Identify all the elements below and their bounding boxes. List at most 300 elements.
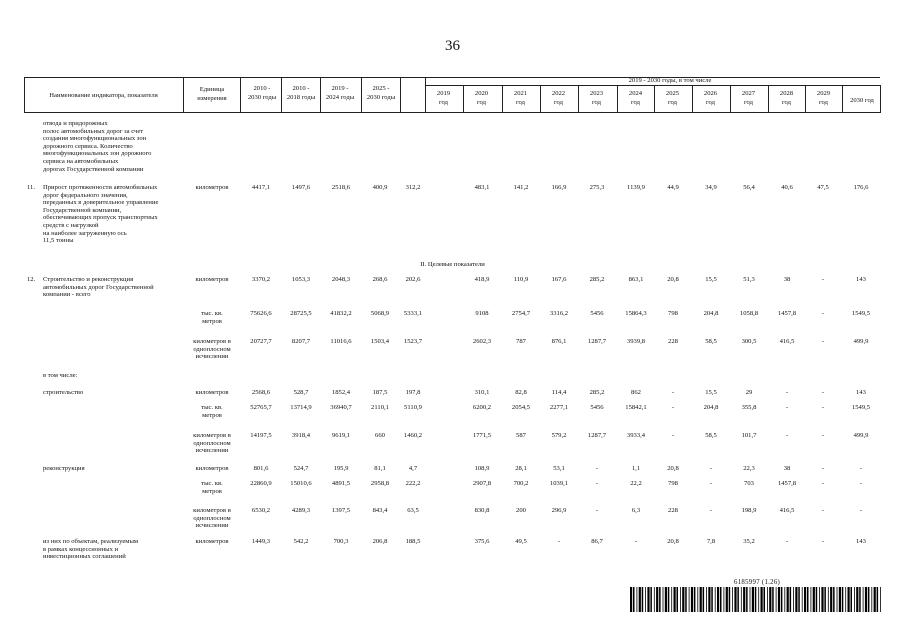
- value-cell: 53,1: [553, 465, 565, 472]
- header-year-col: [540, 89, 577, 107]
- value-cell: 28725,5: [290, 310, 312, 317]
- header-column-divider: [400, 77, 401, 113]
- header-year-line: 2029: [816, 90, 831, 97]
- barcode-bar: [633, 587, 635, 612]
- header-year-col: [578, 89, 615, 107]
- value-cell: 275,3: [589, 184, 605, 191]
- value-cell: -: [785, 389, 789, 396]
- value-cell: 4891,5: [331, 480, 351, 487]
- value-cell: 876,1: [551, 338, 567, 345]
- value-cell: 2958,8: [370, 480, 390, 487]
- unit-of-measure: километров: [195, 465, 229, 472]
- header-year-col: [425, 89, 462, 107]
- value-cell: 310,1: [474, 389, 490, 396]
- value-cell: 15010,6: [290, 480, 312, 487]
- value-cell: -: [785, 404, 789, 411]
- barcode-bar: [639, 587, 641, 612]
- value-cell: 2568,6: [251, 389, 271, 396]
- barcode-bar: [703, 587, 705, 612]
- header-year-col: [805, 89, 842, 107]
- barcode-bar: [859, 587, 861, 612]
- value-cell: 8207,7: [291, 338, 311, 345]
- barcode-bar: [734, 587, 736, 612]
- value-cell: 3370,2: [251, 276, 271, 283]
- header-year-line: год: [743, 99, 753, 106]
- value-cell: 28,1: [515, 465, 527, 472]
- row-number: 12.: [27, 276, 36, 283]
- value-cell: 38: [783, 465, 791, 472]
- value-cell: 2277,1: [549, 404, 569, 411]
- indicator-name: Прирост протяженности автомобильных дорог федерального значения, переданных в доверительное управление Государственной компании, обеспечивающих пропуск транспортных средств с нагрузкой на наиболее загруженную ось 11,5 тонны: [43, 184, 159, 245]
- value-cell: 143: [856, 389, 866, 396]
- value-cell: 355,8: [741, 404, 757, 411]
- value-cell: 1,1: [631, 465, 641, 472]
- value-cell: 843,4: [372, 507, 388, 514]
- barcode-bar: [778, 587, 780, 612]
- barcode-bar: [682, 587, 684, 612]
- value-cell: 200: [516, 507, 526, 514]
- value-cell: 1053,3: [291, 276, 311, 283]
- barcode-bar: [874, 587, 876, 612]
- value-cell: 22,3: [743, 465, 755, 472]
- header-year-line: год: [781, 99, 791, 106]
- barcode-bar: [856, 587, 858, 612]
- header-period-line: 2024 годы: [325, 94, 355, 101]
- value-cell: 198,9: [741, 507, 757, 514]
- value-cell: 499,9: [853, 338, 869, 345]
- value-cell: -: [821, 276, 825, 283]
- value-cell: 524,7: [293, 465, 309, 472]
- barcode-bar: [729, 587, 731, 612]
- value-cell: 1460,2: [403, 432, 423, 439]
- barcode-bar: [781, 587, 783, 612]
- barcode-bar: [694, 587, 696, 612]
- barcode-bar: [654, 587, 655, 612]
- value-cell: 1449,3: [251, 538, 271, 545]
- value-cell: 2054,5: [511, 404, 531, 411]
- value-cell: 166,9: [551, 184, 567, 191]
- barcode-bar: [700, 587, 702, 612]
- value-cell: 29: [745, 389, 753, 396]
- barcode-bar: [741, 587, 742, 612]
- value-cell: 202,6: [405, 276, 421, 283]
- barcode-bar: [637, 587, 638, 612]
- value-cell: 5456: [590, 310, 604, 317]
- barcode-bar: [839, 587, 841, 612]
- value-cell: 1549,5: [851, 310, 871, 317]
- barcode-bar: [793, 587, 794, 612]
- barcode-bar: [790, 587, 792, 612]
- header-period-line: 2025 -: [372, 85, 390, 92]
- value-cell: -: [785, 538, 789, 545]
- value-cell: 187,5: [372, 389, 388, 396]
- indicator-name: Строительство и реконструкция автомобильных дорог Государственной компании - всего: [43, 276, 154, 299]
- value-cell: -: [821, 538, 825, 545]
- value-cell: 15864,3: [625, 310, 647, 317]
- barcode-bar: [650, 587, 652, 612]
- barcode-bar: [807, 587, 809, 612]
- header-year-line: год: [591, 99, 601, 106]
- value-cell: 787: [516, 338, 526, 345]
- value-cell: 34,9: [705, 184, 717, 191]
- value-cell: 1497,6: [291, 184, 311, 191]
- barcode-bar: [685, 587, 687, 612]
- header-year-line: год: [438, 99, 448, 106]
- barcode-bar: [656, 587, 658, 612]
- value-cell: 268,6: [372, 276, 388, 283]
- value-cell: 862: [631, 389, 641, 396]
- unit-of-measure: километров: [195, 276, 229, 283]
- barcode-bar: [842, 587, 844, 612]
- barcode-bar: [708, 587, 710, 612]
- header-period-line: 2019 -: [331, 85, 349, 92]
- barcode-bar: [821, 587, 823, 612]
- header-name-col: Наименование индикатора, показателя: [49, 92, 158, 99]
- value-cell: -: [785, 432, 789, 439]
- value-cell: 22860,9: [250, 480, 272, 487]
- barcode-bar: [642, 587, 644, 612]
- header-year-col: [692, 89, 729, 107]
- value-cell: 75626,6: [250, 310, 272, 317]
- value-cell: 1039,1: [549, 480, 569, 487]
- header-period-line: 2010 -: [253, 85, 271, 92]
- value-cell: 798: [668, 310, 678, 317]
- value-cell: 110,9: [513, 276, 529, 283]
- indicator-name: строительство: [43, 389, 84, 396]
- value-cell: 15842,1: [625, 404, 647, 411]
- barcode-bar: [877, 587, 879, 612]
- header-column-divider: [183, 77, 184, 113]
- header-last-col: 2030 год: [850, 97, 874, 104]
- value-cell: 6200,2: [472, 404, 492, 411]
- header-period-col: [282, 84, 320, 102]
- barcode-bar: [837, 587, 838, 612]
- value-cell: 188,5: [405, 538, 421, 545]
- value-cell: 1852,4: [331, 389, 351, 396]
- barcode-bar: [828, 587, 829, 612]
- page-number: 36: [445, 38, 460, 54]
- barcode-bar: [833, 587, 835, 612]
- header-unit-line2: измерения: [197, 95, 227, 102]
- header-year-line: 2028: [779, 90, 794, 97]
- value-cell: -: [671, 432, 675, 439]
- value-cell: 1397,5: [331, 507, 351, 514]
- barcode-bar: [630, 587, 632, 612]
- barcode-bar: [737, 587, 739, 612]
- header-year-line: 2023: [589, 90, 604, 97]
- value-cell: 9108: [475, 310, 489, 317]
- barcode-bar: [761, 587, 763, 612]
- value-cell: 1287,7: [587, 338, 607, 345]
- barcode-bar: [752, 587, 754, 612]
- value-cell: 228: [668, 507, 678, 514]
- barcode-bar: [677, 587, 679, 612]
- barcode-bar: [851, 587, 853, 612]
- value-cell: -: [709, 507, 713, 514]
- indicator-name: в том числе:: [43, 372, 78, 379]
- header-year-col: [617, 89, 654, 107]
- value-cell: 400,9: [372, 184, 388, 191]
- value-cell: 528,7: [293, 389, 309, 396]
- header-group-label: 2019 - 2030 годы, в том числе: [628, 77, 712, 84]
- value-cell: 5110,9: [404, 404, 422, 411]
- header-year-col: [730, 89, 767, 107]
- barcode-bar: [680, 587, 681, 612]
- value-cell: -: [821, 507, 825, 514]
- value-cell: -: [821, 465, 825, 472]
- value-cell: 141,2: [513, 184, 529, 191]
- value-cell: 6530,2: [251, 507, 271, 514]
- value-cell: 108,9: [474, 465, 490, 472]
- barcode-bar: [863, 587, 864, 612]
- header-year-line: 2022: [551, 90, 566, 97]
- header-period-line: 2018 годы: [286, 94, 316, 101]
- barcode-bar: [715, 587, 716, 612]
- value-cell: -: [821, 432, 825, 439]
- unit-of-measure: тыс. кв. метров: [201, 404, 223, 419]
- value-cell: 9619,1: [331, 432, 351, 439]
- header-year-divider: [880, 85, 881, 113]
- value-cell: 63,5: [407, 507, 419, 514]
- value-cell: 5456: [590, 404, 604, 411]
- header-year-line: 2025: [665, 90, 680, 97]
- barcode-bar: [787, 587, 789, 612]
- barcode-bar: [671, 587, 672, 612]
- header-year-line: год: [553, 99, 563, 106]
- value-cell: 4289,3: [291, 507, 311, 514]
- value-cell: 579,2: [551, 432, 567, 439]
- value-cell: 3918,4: [291, 432, 311, 439]
- unit-of-measure: километров: [195, 184, 229, 191]
- value-cell: 2110,1: [371, 404, 389, 411]
- barcode-bar: [717, 587, 719, 612]
- value-cell: 222,2: [405, 480, 421, 487]
- value-cell: 499,9: [853, 432, 869, 439]
- value-cell: 206,8: [372, 538, 388, 545]
- value-cell: 418,9: [474, 276, 490, 283]
- value-cell: 82,8: [515, 389, 527, 396]
- value-cell: 1457,8: [777, 480, 797, 487]
- value-cell: 300,5: [741, 338, 757, 345]
- value-cell: 1457,8: [777, 310, 797, 317]
- value-cell: 52765,7: [250, 404, 272, 411]
- barcode-image: [630, 587, 881, 612]
- value-cell: 167,6: [551, 276, 567, 283]
- value-cell: 801,6: [253, 465, 269, 472]
- value-cell: 40,6: [781, 184, 793, 191]
- value-cell: 6,3: [631, 507, 641, 514]
- header-year-line: 2026: [703, 90, 718, 97]
- value-cell: 58,5: [705, 338, 717, 345]
- unit-of-measure: километров в одноплосном исчислении: [193, 338, 231, 361]
- barcode-bar: [659, 587, 661, 612]
- value-cell: -: [859, 465, 863, 472]
- value-cell: 1523,7: [403, 338, 423, 345]
- barcode-bar: [767, 587, 768, 612]
- value-cell: 20,8: [667, 465, 679, 472]
- value-cell: 176,6: [853, 184, 869, 191]
- value-cell: 700,3: [333, 538, 349, 545]
- barcode-bar: [798, 587, 800, 612]
- value-cell: 2518,6: [331, 184, 351, 191]
- barcode-bar: [750, 587, 751, 612]
- value-cell: -: [557, 538, 561, 545]
- barcode-bar: [746, 587, 748, 612]
- value-cell: 20727,7: [250, 338, 272, 345]
- value-cell: 2602,3: [472, 338, 492, 345]
- value-cell: -: [821, 338, 825, 345]
- barcode-bar: [674, 587, 676, 612]
- barcode-bar: [726, 587, 728, 612]
- value-cell: 114,4: [551, 389, 567, 396]
- header-year-line: год: [705, 99, 715, 106]
- header-year-col: [654, 89, 691, 107]
- barcode-bar: [697, 587, 698, 612]
- value-cell: 204,8: [703, 310, 719, 317]
- value-cell: 38: [783, 276, 791, 283]
- value-cell: 204,8: [703, 404, 719, 411]
- barcode-bar: [663, 587, 664, 612]
- value-cell: 416,5: [779, 338, 795, 345]
- value-cell: 416,5: [779, 507, 795, 514]
- header-year-col: [502, 89, 539, 107]
- section-title: II. Целевые показатели: [420, 261, 485, 268]
- value-cell: -: [671, 404, 675, 411]
- header-year-line: 2019: [436, 90, 451, 97]
- value-cell: -: [595, 465, 599, 472]
- header-period-col: [321, 84, 359, 102]
- value-cell: 49,5: [515, 538, 527, 545]
- header-year-line: год: [630, 99, 640, 106]
- unit-of-measure: километров в одноплосном исчислении: [193, 507, 231, 530]
- value-cell: -: [859, 507, 863, 514]
- header-year-col: [463, 89, 500, 107]
- unit-of-measure: километров: [195, 538, 229, 545]
- value-cell: 1139,9: [627, 184, 645, 191]
- value-cell: 56,4: [743, 184, 755, 191]
- value-cell: -: [821, 404, 825, 411]
- value-cell: 312,2: [405, 184, 421, 191]
- barcode-bar: [811, 587, 812, 612]
- value-cell: -: [595, 507, 599, 514]
- header-year-line: год: [515, 99, 525, 106]
- value-cell: 1503,4: [370, 338, 390, 345]
- header-period-line: 2030 годы: [247, 94, 277, 101]
- row-number: 11.: [27, 184, 35, 191]
- value-cell: -: [821, 480, 825, 487]
- value-cell: 285,2: [589, 276, 605, 283]
- value-cell: 13714,9: [290, 404, 312, 411]
- value-cell: -: [709, 480, 713, 487]
- barcode-bar: [845, 587, 846, 612]
- value-cell: 703: [744, 480, 754, 487]
- barcode-bar: [720, 587, 722, 612]
- value-cell: -: [595, 480, 599, 487]
- value-cell: 143: [856, 276, 866, 283]
- value-cell: 5068,9: [370, 310, 390, 317]
- barcode-label: 6185997 (1.26): [734, 579, 781, 586]
- header-year-line: год: [667, 99, 677, 106]
- barcode-bar: [776, 587, 777, 612]
- barcode-bar: [647, 587, 649, 612]
- value-cell: 2048,3: [331, 276, 351, 283]
- value-cell: -: [821, 310, 825, 317]
- value-cell: 44,9: [667, 184, 679, 191]
- indicator-name: реконструкция: [43, 465, 85, 472]
- value-cell: 3316,2: [549, 310, 569, 317]
- value-cell: 58,5: [705, 432, 717, 439]
- value-cell: 2907,8: [472, 480, 492, 487]
- barcode-bar: [732, 587, 733, 612]
- value-cell: -: [709, 465, 713, 472]
- header-year-line: год: [476, 99, 486, 106]
- value-cell: 36940,7: [330, 404, 352, 411]
- barcode-bar: [706, 587, 707, 612]
- value-cell: 1058,8: [739, 310, 759, 317]
- barcode-bar: [871, 587, 872, 612]
- value-cell: 101,7: [741, 432, 757, 439]
- barcode-bar: [784, 587, 785, 612]
- value-cell: 47,5: [817, 184, 829, 191]
- barcode-bar: [689, 587, 690, 612]
- value-cell: 798: [668, 480, 678, 487]
- value-cell: 863,1: [628, 276, 644, 283]
- barcode-bar: [804, 587, 806, 612]
- barcode-bar: [816, 587, 818, 612]
- value-cell: 700,2: [513, 480, 529, 487]
- barcode-bar: [769, 587, 771, 612]
- header-year-line: 2020: [474, 90, 489, 97]
- header-year-line: 2024: [628, 90, 643, 97]
- value-cell: 51,3: [743, 276, 755, 283]
- unit-of-measure: тыс. кв. метров: [201, 310, 223, 325]
- barcode-bar: [802, 587, 803, 612]
- barcode-bar: [724, 587, 725, 612]
- value-cell: 375,6: [474, 538, 490, 545]
- value-cell: 195,9: [333, 465, 349, 472]
- header-year-line: год: [818, 99, 828, 106]
- unit-of-measure: тыс. кв. метров: [201, 480, 223, 495]
- header-year-line: 2027: [741, 90, 756, 97]
- value-cell: 41832,2: [330, 310, 352, 317]
- value-cell: 81,1: [374, 465, 386, 472]
- barcode-bar: [848, 587, 850, 612]
- value-cell: 20,8: [667, 276, 679, 283]
- value-cell: -: [671, 389, 675, 396]
- barcode-bar: [743, 587, 745, 612]
- barcode-bar: [813, 587, 815, 612]
- value-cell: 86,7: [591, 538, 603, 545]
- barcode-bar: [758, 587, 759, 612]
- header-group-rule: [425, 85, 880, 86]
- value-cell: 228: [668, 338, 678, 345]
- header-period-col: [243, 84, 281, 102]
- header-column-divider: [24, 77, 25, 113]
- value-cell: 4417,1: [251, 184, 271, 191]
- barcode-bar: [711, 587, 713, 612]
- header-year-line: 2021: [513, 90, 528, 97]
- value-cell: 660: [375, 432, 385, 439]
- barcode-bar: [772, 587, 774, 612]
- barcode-bar: [795, 587, 797, 612]
- barcode-bar: [819, 587, 820, 612]
- header-unit-col: [186, 85, 238, 103]
- barcode-bar: [665, 587, 667, 612]
- value-cell: 15,5: [705, 276, 717, 283]
- barcode-bar: [854, 587, 855, 612]
- value-cell: 143: [856, 538, 866, 545]
- header-year-divider: [842, 85, 843, 113]
